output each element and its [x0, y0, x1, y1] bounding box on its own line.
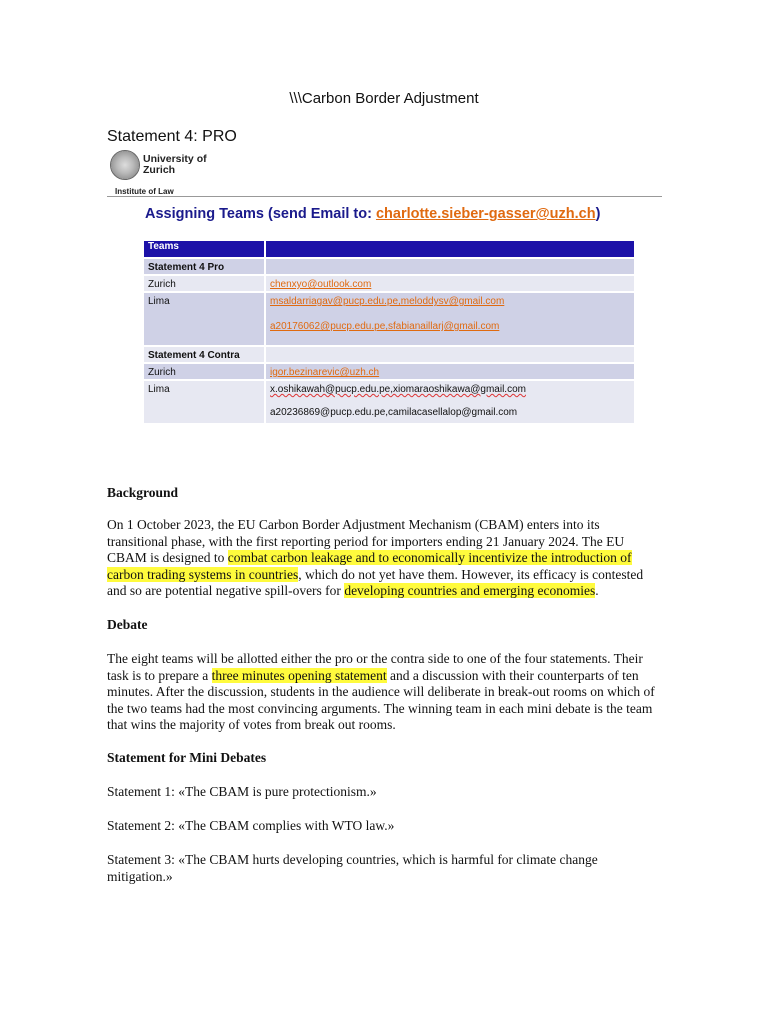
- statement-heading: Statement 4: PRO: [107, 128, 237, 145]
- table-row: [144, 275, 634, 292]
- contra-lima-email2: a20236869@pucp.edu.pe,camilacasellalop@gmail.com: [270, 407, 518, 418]
- assigning-teams-title: [145, 206, 600, 222]
- table-cell-empty: [265, 258, 634, 275]
- table-row: [144, 380, 634, 424]
- contra-section-label: Statement 4 Contra: [144, 346, 265, 363]
- debate-paragraph: [107, 651, 655, 734]
- university-logo: [107, 150, 207, 186]
- contra-zurich-email-link[interactable]: igor.bezinarevic@uzh.ch: [270, 367, 380, 378]
- background-highlight-1: combat carbon leakage and to economically incentivize the introduction of carbon trading systems in countries: [107, 550, 632, 582]
- table-header-row: [144, 241, 634, 258]
- background-text-c: .: [595, 583, 599, 598]
- contra-zurich-email-cell: [265, 363, 634, 380]
- assign-prefix: Assigning Teams (send Email to:: [145, 206, 376, 222]
- table-cell-empty: [265, 346, 634, 363]
- institute-name: Institute of Law: [115, 187, 174, 196]
- pro-zurich-email-link[interactable]: chenxyo@outlook.com: [270, 279, 372, 290]
- assign-email-link[interactable]: charlotte.sieber-gasser@uzh.ch: [375, 206, 596, 222]
- pro-lima-email1-link[interactable]: msaldarriagav@pucp.edu.pe,meloddysv@gmail.com: [270, 296, 505, 307]
- debate-text-a: The eight teams will be allotted either the pro or the contra side to one of the four statements. Their task is to prepare a: [107, 651, 643, 683]
- background-heading: Background: [107, 485, 179, 500]
- pro-lima-label: Lima: [144, 292, 265, 346]
- letterhead-image: [107, 150, 662, 435]
- university-name-line1: University of: [143, 153, 207, 165]
- university-name: [143, 154, 207, 176]
- statement-2: Statement 2: «The CBAM complies with WTO law.»: [107, 818, 395, 833]
- document-title: \\\Carbon Border Adjustment: [289, 90, 479, 107]
- pro-zurich-label: Zurich: [144, 275, 265, 292]
- letterhead-divider: [107, 196, 662, 197]
- table-row: [144, 258, 634, 275]
- mini-debates-heading: Statement for Mini Debates: [107, 750, 267, 765]
- table-row: [144, 292, 634, 346]
- statement-3: Statement 3: «The CBAM hurts developing countries, which is harmful for climate change mitigation.»: [107, 852, 598, 884]
- debate-text-b: and a discussion with their counterparts of ten minutes. After the discussion, students in the audience will deliberate in break-out rooms on which of the two teams had the most convincing arguments. The winning team in each mini debate is the team that wins the majority of votes from break out rooms.: [107, 667, 655, 732]
- contra-lima-email1: x.oshikawah@pucp.edu.pe,xiomaraoshikawa@gmail.com: [270, 384, 526, 395]
- debate-heading: Debate: [107, 617, 148, 632]
- table-header-cell: Teams: [144, 241, 265, 258]
- background-paragraph: [107, 517, 655, 600]
- statement-1: Statement 1: «The CBAM is pure protectionism.»: [107, 784, 377, 799]
- university-seal-icon: [110, 150, 140, 180]
- background-text-a: On 1 October 2023, the EU Carbon Border Adjustment Mechanism (CBAM) enters into its transitional phase, with the first reporting period for importers ending 21 January 2024. The EU CBAM is designed to: [107, 517, 625, 565]
- pro-section-label: Statement 4 Pro: [144, 258, 265, 275]
- contra-zurich-label: Zurich: [144, 363, 265, 380]
- background-text-b: , which do not yet have them. However, its efficacy is contested and so are potential negative spill-overs for: [107, 566, 644, 598]
- contra-lima-label: Lima: [144, 380, 265, 424]
- contra-lima-email-cell: [265, 380, 634, 424]
- teams-table: [144, 241, 634, 425]
- table-row: [144, 346, 634, 363]
- background-highlight-2: developing countries and emerging economies: [344, 583, 596, 598]
- pro-lima-email2-link[interactable]: a20176062@pucp.edu.pe,sfabianaillarj@gmail.com: [270, 321, 500, 332]
- debate-highlight: three minutes opening statement: [211, 667, 387, 683]
- table-row: [144, 363, 634, 380]
- pro-zurich-email-cell: [265, 275, 634, 292]
- pro-lima-email-cell: [265, 292, 634, 346]
- assign-suffix: ): [595, 206, 601, 222]
- university-name-line2: Zurich: [143, 164, 176, 176]
- table-header-empty: [265, 241, 634, 258]
